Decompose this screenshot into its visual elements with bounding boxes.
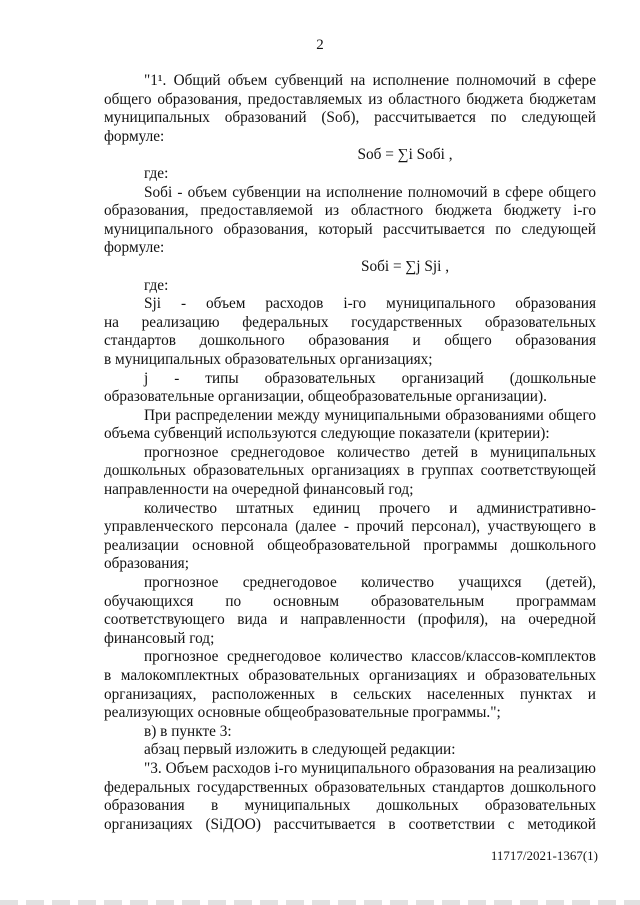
text-line: "1¹. Общий объем субвенций на исполнение полномочий в сфере xyxy=(144,72,596,89)
text-line: стандартов дошкольного образования и общего образования xyxy=(104,332,596,350)
text-line: в) в пункте 3: xyxy=(144,722,232,740)
document-registration-code: 11717/2021-1367(1) xyxy=(490,848,598,863)
formula-total-subvention: Sоб = ∑i Sобi , xyxy=(357,146,453,164)
text-line: образования, предоставляемой из областного бюджета бюджету i-го xyxy=(104,202,596,220)
text-line: формуле: xyxy=(104,127,165,145)
text-line: муниципальных образований (Sоб), рассчитывается по следующей xyxy=(104,109,596,127)
text-line: При распределении между муниципальными образованиями общего xyxy=(144,406,596,424)
text-line: прогнозное среднегодовое количество учащихся (детей), xyxy=(144,574,596,592)
text-line: объема субвенций используются следующие показатели (критерии): xyxy=(104,425,550,443)
document-body xyxy=(104,72,596,834)
text-line: образования; xyxy=(104,555,189,573)
text-line: муниципального образования, который рассчитывается по следующей xyxy=(104,220,596,238)
formula-municipal-subvention: Sобi = ∑j Sji , xyxy=(360,257,450,275)
text-line: образовательные организации, общеобразовательные организации). xyxy=(104,388,547,406)
text-line: Sобi - объем субвенции на исполнение полномочий в сфере общего xyxy=(144,183,596,201)
text-line: финансовый год; xyxy=(104,629,215,647)
page-number: 2 xyxy=(316,37,324,53)
text-line: в малокомплектных образовательных организациях и образовательных xyxy=(104,667,596,684)
scan-artifact-strip xyxy=(0,900,640,905)
text-line: абзац первый изложить в следующей редакции: xyxy=(144,741,456,759)
text-line: прогнозное среднегодовое количество детей в муниципальных xyxy=(144,443,596,461)
text-line: федеральных государственных образовательных стандартов дошкольного xyxy=(104,778,596,796)
text-line: на реализацию федеральных государственных образовательных xyxy=(104,313,596,331)
text-line: прогнозное среднегодовое количество классов/классов-комплектов xyxy=(144,648,596,666)
text-line: в муниципальных образовательных организациях; xyxy=(104,350,433,368)
text-line: направленности на очередной финансовый год; xyxy=(104,481,414,499)
text-line: количество штатных единиц прочего и административно- xyxy=(144,499,596,517)
text-line: дошкольных образовательных организациях в группах соответствующей xyxy=(104,462,596,480)
text-line: управленческого персонала (далее - прочий персонал), участвующего в xyxy=(104,518,596,536)
text-line: реализующих основные общеобразовательные программы."; xyxy=(104,704,501,722)
text-line: "3. Объем расходов i-го муниципального образования на реализацию xyxy=(144,759,596,777)
text-line: общего образования, предоставляемых из областного бюджета бюджетам xyxy=(104,90,596,108)
text-line: где: xyxy=(144,164,169,182)
text-line: Sji - объем расходов i-го муниципального образования xyxy=(144,295,596,313)
text-line: формуле: xyxy=(104,239,165,257)
text-line: где: xyxy=(144,276,169,294)
text-line: j - типы образовательных организаций (дошкольные xyxy=(144,369,596,387)
text-line: реализации основной общеобразовательной программы дошкольного xyxy=(104,536,596,554)
text-line: образования в муниципальных дошкольных образовательных xyxy=(104,797,596,815)
text-line: организациях (SiДОО) рассчитывается в соответствии с методикой xyxy=(104,815,596,833)
text-line: обучающихся по основным образовательным программам xyxy=(104,592,596,610)
text-line: организациях, расположенных в сельских населенных пунктах и xyxy=(104,685,596,703)
text-line: соответствующего вида и направленности (профиля), на очередной xyxy=(104,611,596,629)
